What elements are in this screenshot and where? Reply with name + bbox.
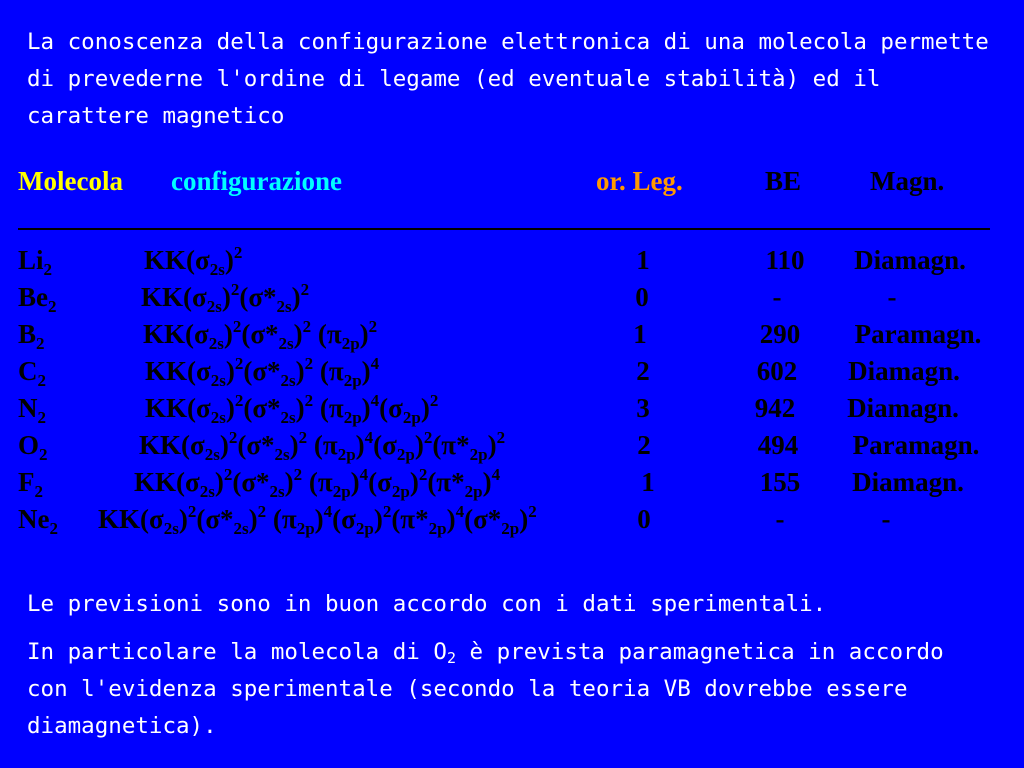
table-row [0, 279, 1024, 316]
table-row [0, 316, 1024, 353]
configuration: $KK(\sigma_{2s})^2(\sigma*_{2s})^2$ $(\pi_{2p})^4(\sigma_{2p})^2(\pi*_{2p})^4$ [134, 465, 501, 501]
intro-text: La conoscenza della configurazione elettronica di una molecola permette di prevederne l'ordine di legame (ed eventuale stabilità) ed il carattere magnetico [27, 29, 989, 129]
orbital-term: $(\sigma_{2s})^2$ [181, 428, 238, 464]
bond-order: 0 [635, 282, 649, 312]
header-molecola: Molecola [18, 166, 123, 196]
molecule-label: $F_2$ [18, 467, 43, 501]
conclusion-text-2: In particolare la molecola di $O_2$ è prevista paramagnetica in accordo con l'evidenza sperimentale (secondo la teoria VB dovrebbe essere diamagnetica). [27, 639, 944, 739]
molecule-label: $Ne_2$ [18, 504, 58, 538]
bond-order: 1 [641, 467, 655, 497]
orbital-term: $(\pi*_{2p})^4$ [391, 502, 465, 538]
configuration: $KK(\sigma_{2s})^2$ [144, 243, 243, 279]
orbital-term: $(\sigma*_{2s})^2$ [232, 465, 303, 501]
orbital-term: $(\pi_{2p})^2$ [317, 317, 378, 353]
orbital-term: $(\sigma_{2p})^2$ [379, 391, 439, 427]
orbital-term: $(\sigma_{2p})^2$ [368, 465, 428, 501]
orbital-term: $(\sigma*_{2s})^2$ [241, 317, 312, 353]
molecule-label: $O_2$ [18, 430, 48, 464]
orbital-term: $(\pi_{2p})^4$ [313, 428, 374, 464]
magnetism: Diamagn. [854, 245, 966, 275]
orbital-term: $(\sigma_{2p})^2$ [332, 502, 392, 538]
table-row [0, 353, 1024, 390]
orbital-term: $(\sigma*_{2s})^2$ [237, 428, 308, 464]
orbital-term: $(\sigma_{2s})^2$ [176, 465, 233, 501]
table-row [0, 390, 1024, 427]
orbital-term: $(\pi*_{2p})^2$ [432, 428, 506, 464]
orbital-term: $(\sigma*_{2s})^2$ [239, 280, 310, 316]
orbital-term: $(\sigma*_{2s})^2$ [243, 354, 314, 390]
magnetism: Paramagn. [852, 430, 980, 460]
molecule-label: $N_2$ [18, 393, 46, 427]
orbital-term: $(\sigma*_{2s})^2$ [196, 502, 267, 538]
configuration: $KK(\sigma_{2s})^2(\sigma*_{2s})^2$ $(\pi_{2p})^4(\sigma_{2p})^2(\pi*_{2p})^2$ [139, 428, 506, 464]
orbital-term: $(\sigma*_{2p})^2$ [464, 502, 537, 538]
orbital-term: $(\sigma_{2s})^2$ [187, 391, 244, 427]
molecule-label: $C_2$ [18, 356, 46, 390]
table-row [0, 427, 1024, 464]
binding-energy: 290 [759, 319, 801, 349]
molecule-label: $B_2$ [18, 319, 45, 353]
orbital-term: $(\sigma*_{2s})^2$ [243, 391, 314, 427]
table-row [0, 242, 1024, 279]
binding-energy: 602 [756, 356, 798, 386]
bond-order: 2 [637, 430, 651, 460]
orbital-term: $(\sigma_{2p})^2$ [373, 428, 433, 464]
conclusion-text-1: Le previsioni sono in buon accordo con i dati sperimentali. [27, 591, 827, 617]
configuration: $KK(\sigma_{2s})^2(\sigma*_{2s})^2$ [141, 280, 310, 316]
orbital-term: $(\pi_{2p})^4$ [272, 502, 333, 538]
orbital-term: $(\sigma_{2s})^2$ [140, 502, 197, 538]
header-configurazione: configurazione [171, 166, 342, 196]
table-row [0, 464, 1024, 501]
orbital-term: $(\sigma_{2s})^2$ [185, 317, 242, 353]
molecule-label: $Be_2$ [18, 282, 57, 316]
magnetism: Diamagn. [848, 356, 960, 386]
configuration: $KK(\sigma_{2s})^2(\sigma*_{2s})^2$ $(\pi_{2p})^4(\sigma_{2p})^2(\pi*_{2p})^4(\sigma*_{2p})^2$ [98, 502, 537, 538]
header-be: BE [765, 166, 802, 196]
bond-order: 2 [636, 356, 650, 386]
header-divider [18, 228, 990, 230]
bond-order: 1 [633, 319, 647, 349]
orbital-term: $(\pi_{2p})^4$ [319, 354, 380, 390]
magnetism: Diamagn. [852, 467, 964, 497]
magnetism: - [887, 282, 897, 312]
orbital-term: $(\sigma_{2s})^2$ [183, 280, 240, 316]
binding-energy: - [772, 282, 782, 312]
orbital-term: $(\pi_{2p})^4$ [308, 465, 369, 501]
orbital-term: $(\sigma_{2s})^2$ [186, 243, 243, 279]
configuration: $KK(\sigma_{2s})^2(\sigma*_{2s})^2$ $(\pi_{2p})^4$ [145, 354, 380, 390]
bond-order: 1 [636, 245, 650, 275]
magnetism: Diamagn. [847, 393, 959, 423]
header-ordine-legame: or. Leg. [596, 166, 683, 196]
configuration: $KK(\sigma_{2s})^2(\sigma*_{2s})^2$ $(\pi_{2p})^4(\sigma_{2p})^2$ [145, 391, 439, 427]
binding-energy: 942 [754, 393, 796, 423]
binding-energy: 155 [759, 467, 801, 497]
orbital-term: $(\pi_{2p})^4$ [319, 391, 380, 427]
orbital-term: $(\sigma_{2s})^2$ [187, 354, 244, 390]
binding-energy: 110 [765, 245, 805, 275]
binding-energy: - [775, 504, 785, 534]
binding-energy: 494 [757, 430, 799, 460]
configuration: $KK(\sigma_{2s})^2(\sigma*_{2s})^2$ $(\pi_{2p})^2$ [143, 317, 378, 353]
table-row [0, 501, 1024, 538]
header-magn: Magn. [870, 166, 945, 196]
bond-order: 0 [637, 504, 651, 534]
magnetism: - [881, 504, 891, 534]
molecule-label: $Li_2$ [18, 245, 53, 279]
orbital-term: $(\pi*_{2p})^4$ [427, 465, 501, 501]
bond-order: 3 [636, 393, 650, 423]
magnetism: Paramagn. [854, 319, 982, 349]
